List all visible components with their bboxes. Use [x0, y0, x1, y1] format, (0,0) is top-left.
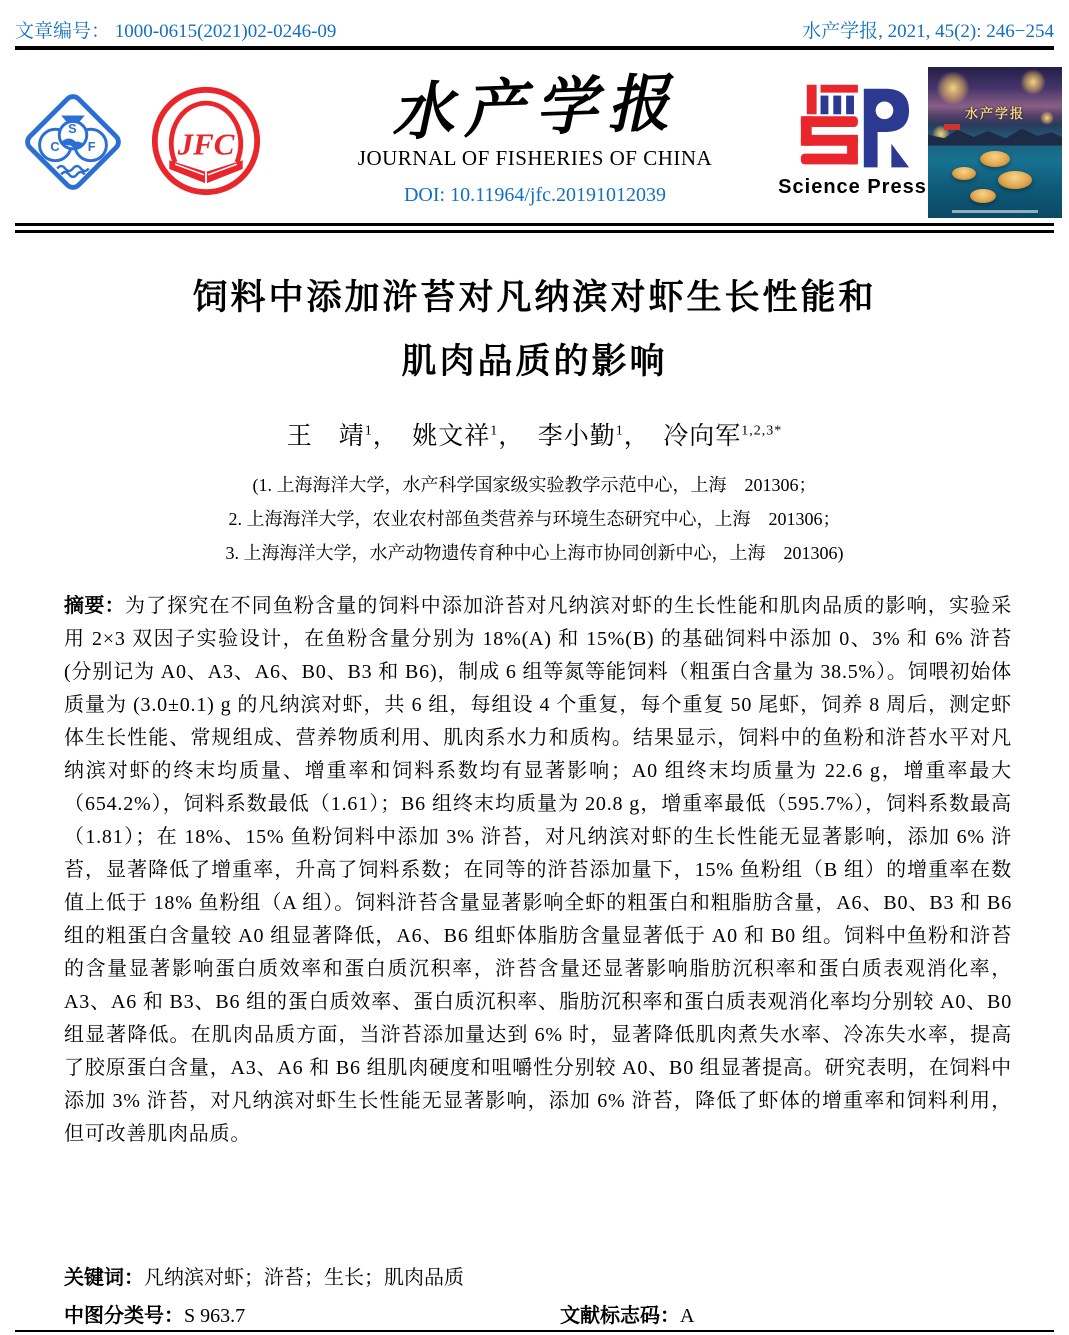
journal-title-english: JOURNAL OF FISHERIES OF CHINA: [357, 146, 713, 170]
top-header-row: [15, 16, 1054, 43]
author: 冷向军$^{1,2,3*}$: [663, 423, 783, 450]
cover-boat: [998, 171, 1032, 189]
abstract-label: 摘要：: [64, 595, 125, 617]
article-number-label: 文章编号：: [15, 21, 111, 42]
keywords-label: 关键词：: [64, 1267, 144, 1289]
double-rule-bottom: [15, 230, 1054, 233]
journal-cover-image: [928, 67, 1062, 218]
abstract-text: 为了探究在不同鱼粉含量的饲料中添加浒苔对凡纳滨对虾的生长性能和肌肉品质的影响，实验采用 2×3 双因子实验设计，在鱼粉含量分别为 18%(A) 和 15%(B) 的基础饲料中添加 0、3% 和 6% 浒苔 (分别记为 A0、A3、A6、B0、B3 和 B6)，制成 6 组等氮等能饲料（粗蛋白含量为 38.5%）。饲喂初始体质量为 (3.0±0.1) g 的凡纳滨对虾，共 6 组，每组设 4 个重复，每个重复 50 尾虾，饲养 8 周后，测定虾体生长性能、常规组成、营养物质利用、肌肉系水力和质构。结果显示，饲料中的鱼粉和浒苔水平对凡纳滨对虾的终末均质量、增重率和饲料系数均有显著影响；A0 组终末均质量为 22.6 g，增重率最大（654.2%），饲料系数最低（1.61）；B6 组终末均质量为 20.8 g，增重率最低（595.7%），饲料系数最高（1.81）；在 18%、15% 鱼粉饲料中添加 3% 浒苔，对凡纳滨对虾的生长性能无显著影响，添加 6% 浒苔，显著降低了增重率，升高了饲料系数；在同等的浒苔添加量下，15% 鱼粉组（B 组）的增重率在数值上低于 18% 鱼粉组（A 组）。饲料浒苔含量显著影响全虾的粗蛋白和粗脂肪含量，A6、B0、B3 和 B6 组的粗蛋白含量较 A0 组显著降低，A6、B6 组虾体脂肪含量显著低于 A0 和 B0 组。饲料中鱼粉和浒苔的含量显著影响蛋白质效率和蛋白质沉积率，浒苔含量还显著影响脂肪沉积率和蛋白质表观消化率，A3、A6 和 B3、B6 组的蛋白质效率、蛋白质沉积率、脂肪沉积率和蛋白质表观消化率均分别较 A0、B0 组显著降低。在肌肉品质方面，当浒苔添加量达到 6% 时，显著降低肌肉煮失水率、冷冻失水率，提高了胶原蛋白含量，A3、A6 和 B6 组肌肉硬度和咀嚼性分别较 A0、B0 组显著提高。研究表明，在饲料中添加 3% 浒苔，对凡纳滨对虾生长性能无显著影响，添加 6% 浒苔，降低了虾体的增重率和饲料利用，但可改善肌肉品质。: [64, 595, 1012, 1145]
article-title: [0, 266, 1069, 394]
svg-text:C: C: [50, 138, 60, 154]
header-rule: [15, 46, 1054, 50]
author-superscript: 1: [490, 423, 499, 439]
journal-title-calligraphy: 水产学报: [389, 65, 681, 150]
doc-code: [560, 1299, 694, 1328]
cover-title: 水产学报: [964, 106, 1025, 122]
svg-text:JFC: JFC: [177, 126, 235, 162]
author: 王 靖$^1$，: [286, 423, 413, 450]
cover-footer-text: [952, 210, 1038, 213]
article-title-line2: 肌肉品质的影响: [401, 342, 668, 381]
affiliation-line: 2. 上海海洋大学，农业农村部鱼类营养与环境生态研究中心，上海 201306；: [228, 509, 841, 529]
cover-boat: [970, 189, 996, 203]
article-number-value: 1000-0615(2021)02-0246-09: [114, 21, 337, 42]
svg-text:S: S: [68, 121, 77, 137]
classification-row: [64, 1299, 1012, 1328]
author-superscript: 1,2,3*: [741, 423, 783, 439]
science-press-logo-icon: [793, 84, 911, 176]
jfc-journal-logo-icon: [150, 84, 262, 198]
keywords-text: 凡纳滨对虾；浒苔；生长；肌肉品质: [144, 1267, 464, 1289]
cover-badge: [944, 124, 960, 130]
keywords-block: [64, 1261, 1012, 1290]
affiliations: [0, 468, 1069, 570]
doc-code-value: A: [680, 1305, 695, 1327]
science-press-label: Science Press: [778, 176, 927, 198]
affiliation-line: (1. 上海海洋大学，水产科学国家级实验教学示范中心，上海 201306；: [252, 475, 817, 495]
clc-value: S 963.7: [184, 1305, 246, 1327]
cover-boat: [980, 151, 1010, 167]
double-rule-top: [15, 223, 1054, 226]
article-title-line1: 饲料中添加浒苔对凡纳滨对虾生长性能和: [192, 278, 877, 317]
footer-rule: [15, 1330, 1054, 1332]
cover-boat: [952, 167, 976, 180]
journal-citation: 水产学报, 2021, 45(2): 246−254: [802, 21, 1054, 42]
author-superscript: 1: [615, 423, 624, 439]
doc-code-label: 文献标志码：: [560, 1305, 680, 1327]
author: 姚文祥$^1$，: [412, 423, 538, 450]
clc-label: 中图分类号：: [64, 1305, 184, 1327]
affiliation-line: 3. 上海海洋大学，水产动物遗传育种中心上海市协同创新中心，上海 201306): [225, 543, 844, 563]
firework-icon: [936, 71, 970, 105]
article-number: [15, 16, 336, 43]
doi-text: DOI: 10.11964/jfc.20191012039: [403, 184, 666, 206]
author-superscript: 1: [364, 423, 373, 439]
svg-text:F: F: [87, 138, 96, 154]
csf-society-logo-icon: [12, 86, 134, 198]
author-line: [0, 416, 1069, 452]
firework-icon: [1020, 69, 1046, 95]
abstract-block: [64, 590, 1012, 1151]
author: 李小勤$^1$，: [537, 423, 664, 450]
